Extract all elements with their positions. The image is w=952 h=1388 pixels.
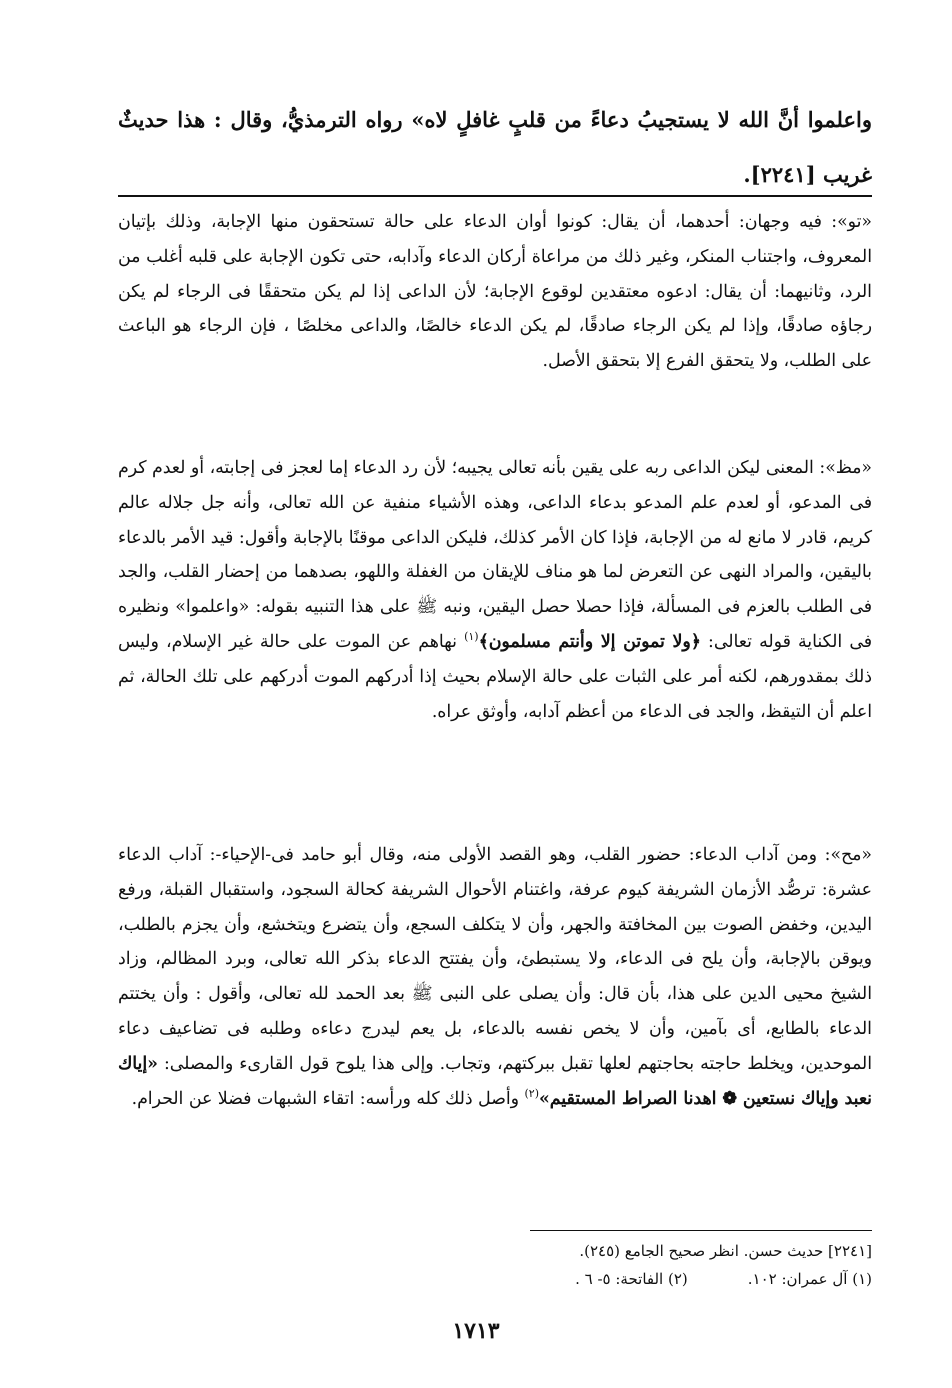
commentary-paragraph-mh [118, 838, 872, 1116]
header-divider [118, 195, 872, 197]
hadith-text: واعلموا أنَّ الله لا يستجيبُ دعاءً من قلبٍ غافلٍ لاه» رواه الترمذيُّ، وقال : هذا حديثٌ غريب [٢٢٤١]. [118, 107, 872, 187]
footnote-2: (٢) الفاتحة: ٥- ٦ . [575, 1270, 688, 1288]
footnote-ref-2: (٢) [524, 1086, 539, 1100]
commentary-tag-tu: «تو» [837, 212, 872, 232]
commentary-text-mz-part1: : المعنى ليكن الداعى ربه على يقين بأنه تعالى يجيبه؛ لأن رد الدعاء إما لعجز فى إجابته، أو لعدم كرم فى المدعو، أو لعدم علم المدعو بدعاء الداعى، وهذه الأشياء منفية عن الله تعالى، وأنه جل جلاله عالم كريم، قادر لا مانع له من الإجابة، فإذا كان الأمر كذلك، فليكن الداعى موقنًا بالإجابة وأقول: قيد الأمر بالدعاء باليقين، والمراد النهى عن التعرض لما هو مناف للإيقان من الغفلة واللهو، بصدهما من إحضار القلب، والجد فى الطلب بالعزم فى المسألة، فإذا حصلا حصل اليقين، ونبه ﷺ على هذا التنبيه بقوله: «واعلموا» ونظيره فى الكناية قوله تعالى: [118, 458, 873, 652]
commentary-text-mh-part2: وأصل ذلك كله ورأسه: اتقاء الشبهات فضلا عن الحرام. [131, 1088, 525, 1109]
quran-quote-mh: «إياك نعبد وإياك نستعين ❁ اهدنا الصراط المستقيم» [118, 1053, 872, 1109]
page-number: ١٧١٣ [452, 1318, 500, 1344]
footnote-1: (١) آل عمران: ١٠٢. [747, 1270, 872, 1288]
commentary-tag-mz: «مظ» [825, 458, 872, 478]
commentary-tag-mh: «مح» [830, 845, 872, 865]
commentary-text-tu: : فيه وجهان: أحدهما، أن يقال: كونوا أوان الدعاء على حالة تستحقون منها الإجابة، وذلك بإتيان المعروف، واجتناب المنكر، وغير ذلك من مراعاة أركان الدعاء وآدابه، حتى تكون الإجابة على قلبه أغلب من الرد، وثانيهما: أن يقال: ادعوه معتقدين لوقوع الإجابة؛ لأن الداعى إذا لم يكن متحققًا فى الرجاء لم يكن رجاؤه صادقًا، وإذا لم يكن الرجاء صادقًا، لم يكن الدعاء خالصًا، والداعى مخلصًا ، فإن الرجاء هو الباعث على الطلب، ولا يتحقق الفرع إلا بتحقق الأصل. [118, 212, 872, 372]
footnote-ref-1: (١) [464, 630, 479, 644]
footnote-divider [530, 1230, 872, 1231]
commentary-paragraph-mz [118, 451, 872, 729]
footnote-hadith: [٢٢٤١] حديث حسن. انظر صحيح الجامع (٢٤٥). [579, 1242, 872, 1260]
commentary-text-mz-part2: نهاهم عن الموت على حالة غير الإسلام، وليس ذلك بمقدورهم، لكنه أمر على الثبات على حالة الإسلام بحيث إذا أدركهم الموت أدركهم على تلك الحالة، ثم اعلم أن التيقظ، والجد فى الدعاء من أعظم آدابه، وأوثق عراه. [118, 631, 872, 722]
commentary-paragraph-tu [118, 205, 872, 379]
quran-quote-mz: ﴿ولا تموتن إلا وأنتم مسلمون﴾ [478, 631, 701, 652]
footnotes [372, 1237, 872, 1293]
footnote-row [372, 1265, 872, 1293]
commentary-text-mh-part1: : ومن آداب الدعاء: حضور القلب، وهو القصد الأولى منه، وقال أبو حامد فى-الإحياء-: آداب الدعاء عشرة: ترصُّد الأزمان الشريفة كيوم عرفة، واغتنام الأحوال الشريفة كحالة السجود، واستقبال القبلة، ورفع اليدين، وخفض الصوت بين المخافتة والجهر، وأن لا يتكلف السجع، وأن يتضرع ويتخشع، وأن يجزم بالطلب، ويوقن بالإجابة، وأن يلح فى الدعاء، ولا يستبطئ، وأن يفتتح الدعاء بذكر الله تعالى، وبرد المظالم، وزاد الشيخ محيى الدين على هذا، بأن قال: وأن يصلى على النبى ﷺ بعد الحمد لله تعالى، وأقول : وأن يختتم الدعاء بالطابع، أى بآمين، وأن لا يخص نفسه بالدعاء، بل يعم ليدرج دعاءه وطلبه فى تضاعيف دعاء الموحدين، ويخلط حاجته بحاجتهم لعلها تقبل ببركتهم، وتجاب. وإلى هذا يلوح قول القارىء والمصلى: [118, 845, 872, 1074]
